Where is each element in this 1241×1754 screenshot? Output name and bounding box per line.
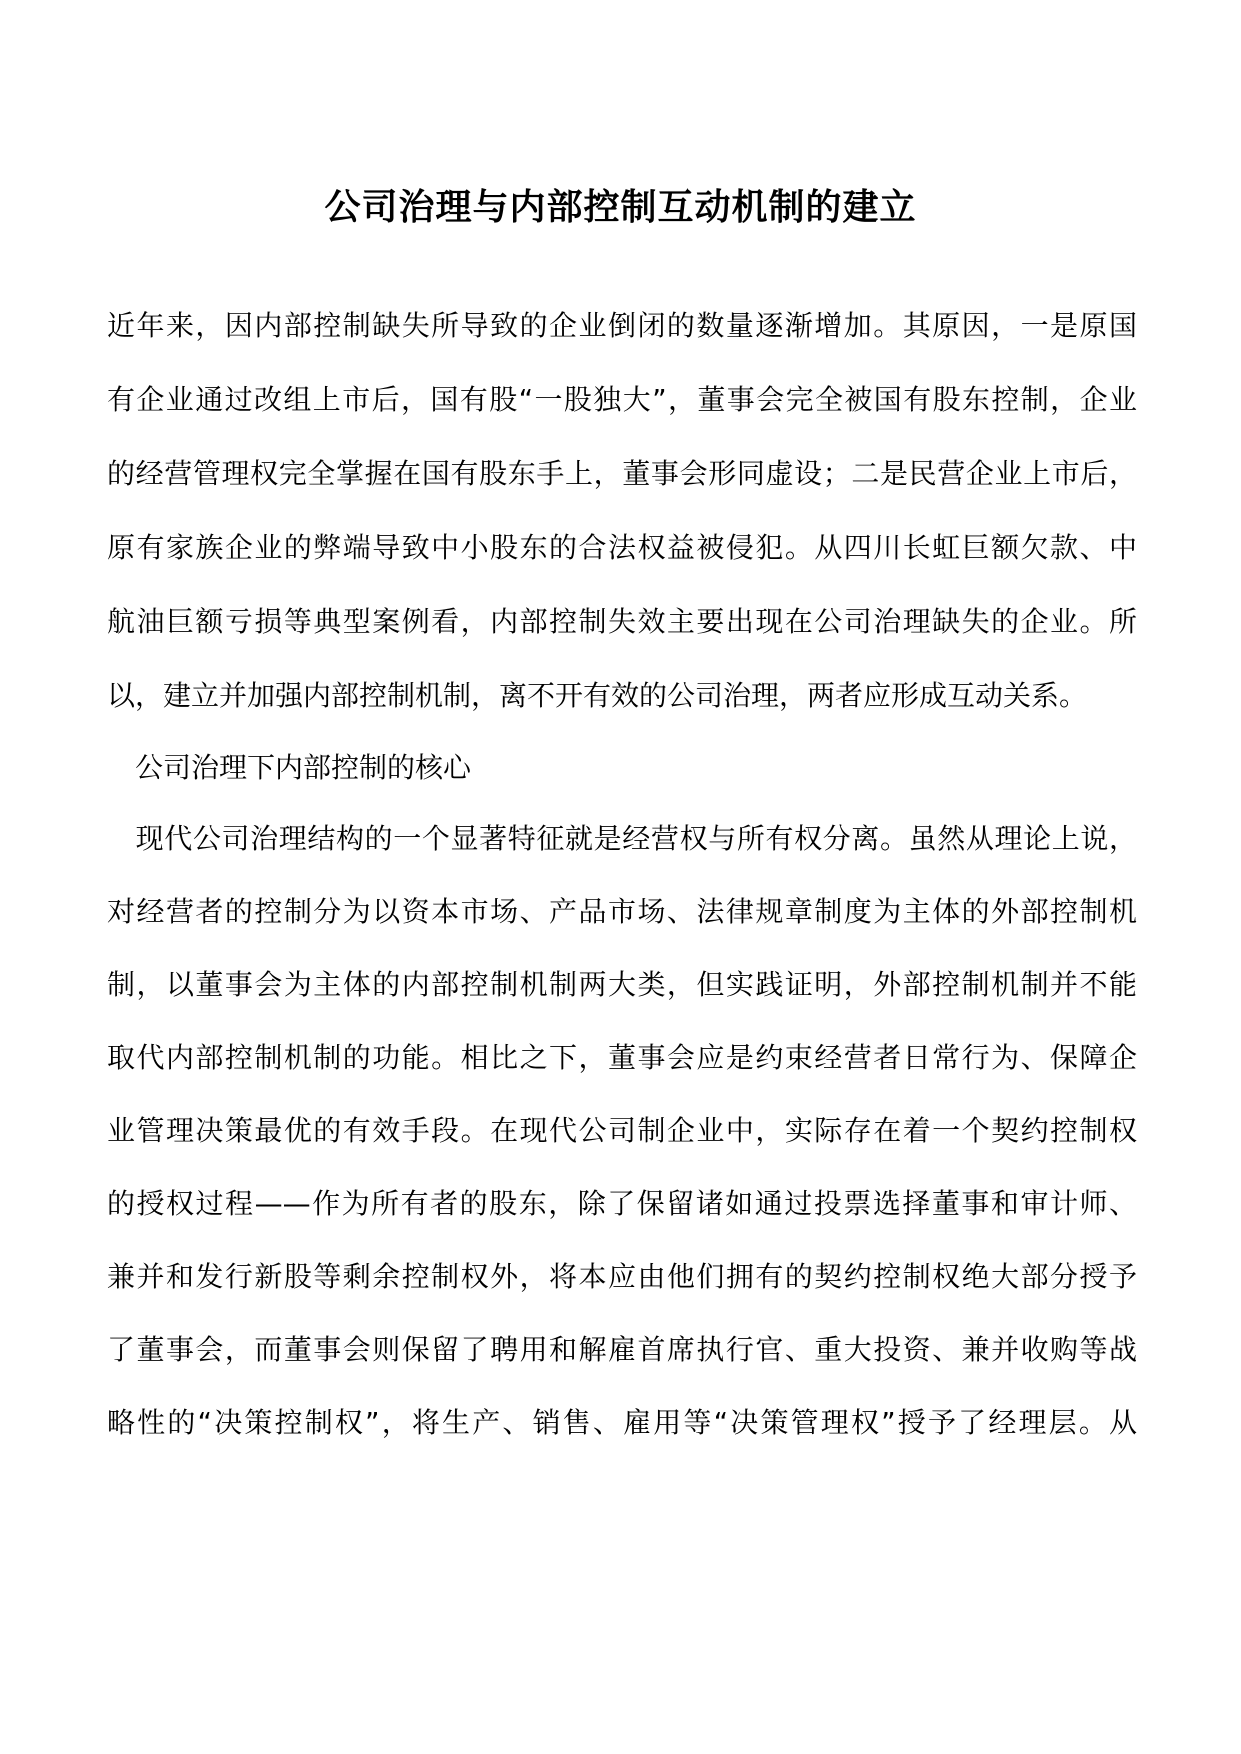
paragraph-1-line-4: 原有家族企业的弊端导致中小股东的合法权益被侵犯。从四川长虹巨额欠款、中 (107, 531, 1137, 564)
paragraph-2-line-3: 制，以董事会为主体的内部控制机制两大类，但实践证明，外部控制机制并不能 (107, 968, 1137, 1001)
document-title: 公司治理与内部控制互动机制的建立 (324, 187, 917, 229)
paragraph-1-line-6: 以，建立并加强内部控制机制，离不开有效的公司治理，两者应形成互动关系。 (107, 679, 1088, 712)
paragraph-2-line-9: 略性的“决策控制权”，将生产、销售、雇用等“决策管理权”授予了经理层。从 (107, 1406, 1137, 1439)
paragraph-2-line-5: 业管理决策最优的有效手段。在现代公司制企业中，实际存在着一个契约控制权 (107, 1114, 1137, 1147)
paragraph-1-line-3: 的经营管理权完全掌握在国有股东手上，董事会形同虚设；二是民营企业上市后， (107, 457, 1137, 490)
paragraph-2-line-2: 对经营者的控制分为以资本市场、产品市场、法律规章制度为主体的外部控制机 (107, 895, 1137, 928)
section-heading: 公司治理下内部控制的核心 (107, 751, 472, 784)
paragraph-1-line-5: 航油巨额亏损等典型案例看，内部控制失效主要出现在公司治理缺失的企业。所 (107, 605, 1137, 638)
paragraph-1-line-2: 有企业通过改组上市后，国有股“一股独大”，董事会完全被国有股东控制，企业 (107, 383, 1137, 416)
paragraph-2-line-6: 的授权过程——作为所有者的股东，除了保留诸如通过投票选择董事和审计师、 (107, 1187, 1137, 1220)
paragraph-2-line-8: 了董事会，而董事会则保留了聘用和解雇首席执行官、重大投资、兼并收购等战 (107, 1333, 1137, 1366)
paragraph-2-line-7: 兼并和发行新股等剩余控制权外，将本应由他们拥有的契约控制权绝大部分授予 (107, 1260, 1137, 1293)
paragraph-1-line-1: 近年来，因内部控制缺失所导致的企业倒闭的数量逐渐增加。其原因，一是原国 (107, 309, 1137, 342)
paragraph-2-line-1: 现代公司治理结构的一个显著特征就是经营权与所有权分离。虽然从理论上说， (107, 822, 1137, 855)
paragraph-2-line-4: 取代内部控制机制的功能。相比之下，董事会应是约束经营者日常行为、保障企 (107, 1041, 1137, 1074)
